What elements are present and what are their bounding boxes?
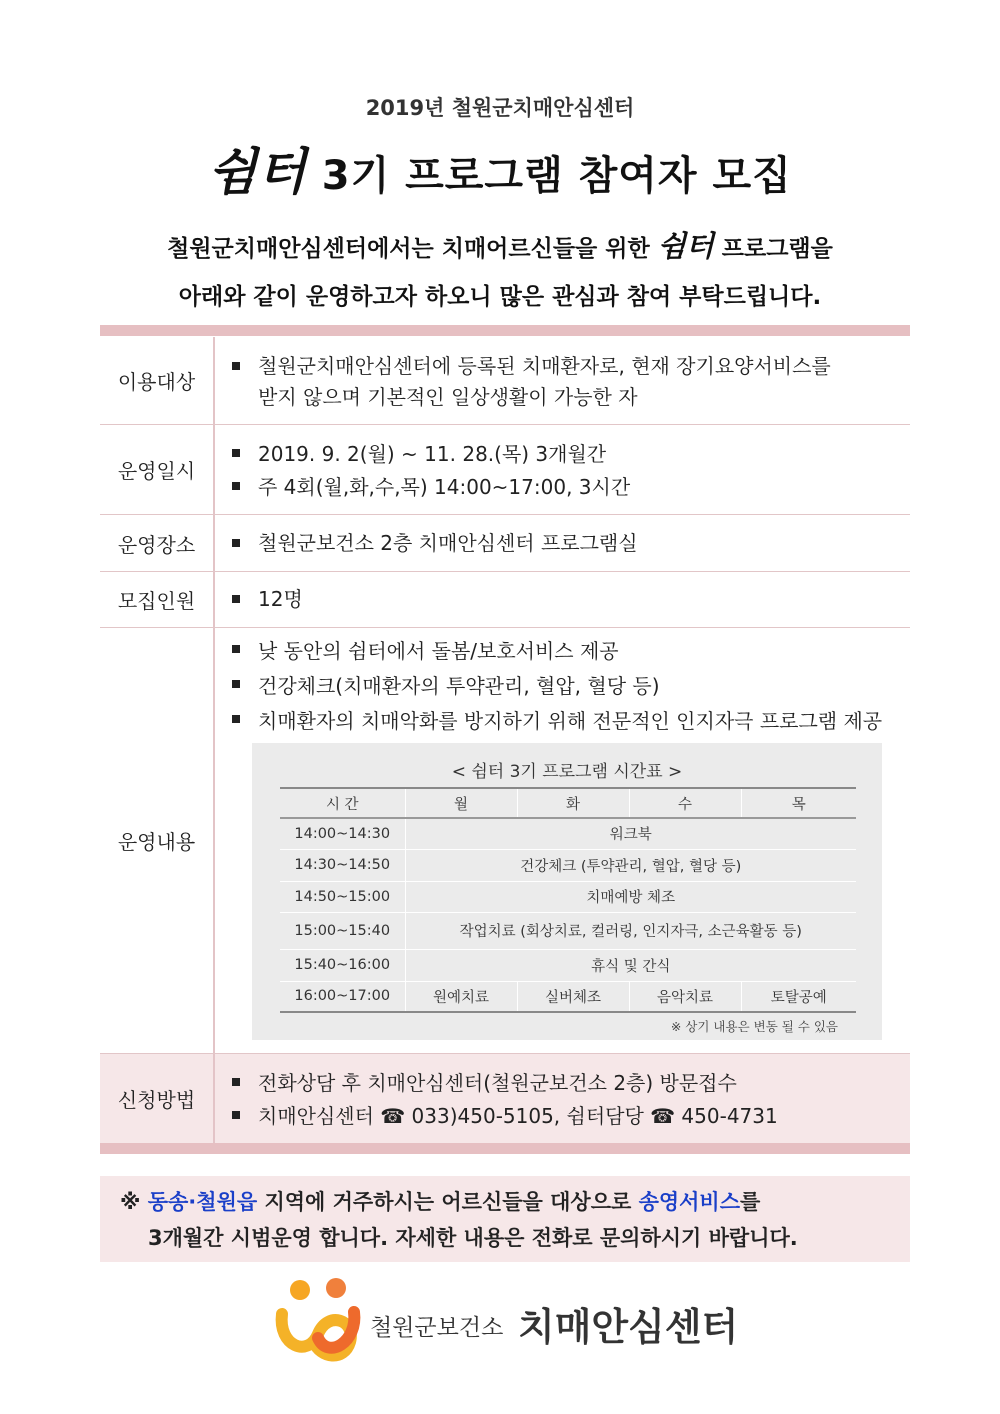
list-item: 12명 [230,584,902,615]
notice-line-2: 3개월간 시범운영 합니다. 자세한 내용은 전화로 문의하시기 바랍니다. [148,1226,798,1250]
timetable-time: 14:00~14:30 [280,818,405,849]
timetable-time: 15:00~15:40 [280,912,405,949]
notice-box [100,1176,910,1262]
footer [270,1276,750,1366]
timetable-wed: 음악치료 [629,981,741,1012]
notice-mid: 지역에 거주하시는 어르신들을 대상으로 [257,1190,639,1214]
intro-line-1-pre: 철원군치매안심센터에서는 치매어르신들을 위한 [167,236,658,262]
title-highlight: 쉼터 [208,142,307,201]
timetable-time: 15:40~16:00 [280,949,405,981]
target-text-2: 받지 않으며 기본적인 일상생활이 가능한 자 [258,385,638,409]
timetable-activity: 치매예방 체조 [405,881,856,912]
title-text: 3기 프로그램 참여자 모집 [306,153,792,199]
row-label-target: 이용대상 [100,337,215,424]
timetable-activity: 건강체크 (투약관리, 혈압, 혈당 등) [405,849,856,881]
timetable-note: ※ 상기 내용은 변동 될 수 있음 [670,1019,838,1034]
timetable-time: 14:30~14:50 [280,849,405,881]
page-title [0,132,1000,204]
notice-mark: ※ [120,1190,148,1214]
notice-end: 를 [740,1190,761,1214]
footer-org-big: 치매안심센터 [518,1305,739,1349]
row-content-content [230,634,902,739]
row-schedule [100,425,910,515]
intro-text [0,222,1000,321]
timetable-mon: 원예치료 [405,981,517,1012]
list-item: 철원군보건소 2층 치매안심센터 프로그램실 [230,528,902,559]
list-item: 2019. 9. 2(월) ~ 11. 28.(목) 3개월간 [230,438,902,471]
row-apply [100,1054,910,1143]
row-content-recruit [230,584,902,615]
intro-line-1 [0,222,1000,273]
timetable-header-time: 시 간 [280,788,405,818]
row-label-recruit: 모집인원 [100,572,215,627]
top-divider-band [100,325,910,336]
timetable-header-wed: 수 [629,788,741,818]
list-item: 낮 동안의 쉼터에서 돌봄/보호서비스 제공 [230,634,902,669]
table-row [280,881,856,912]
row-content-apply [230,1067,902,1133]
table-row [280,818,856,849]
row-label-content: 운영내용 [100,628,215,1053]
row-place [100,515,910,572]
list-item: 건강체크(치매환자의 투약관리, 혈압, 혈당 등) [230,669,902,704]
list-item: 전화상담 후 치매안심센터(철원군보건소 2층) 방문접수 [230,1067,902,1100]
timetable-activity: 작업치료 (회상치료, 컬러링, 인지자극, 소근육활동 등) [405,912,856,949]
row-label-apply: 신청방법 [100,1054,215,1143]
timetable-tue: 실버체조 [517,981,629,1012]
notice-service: 송영서비스 [638,1190,741,1214]
row-recruit [100,572,910,628]
bottom-divider-band [100,1143,910,1154]
table-row [280,912,856,949]
list-item: 주 4회(월,화,수,목) 14:00~17:00, 3시간 [230,471,902,504]
notice-line-1 [120,1186,760,1216]
intro-line-2: 아래와 같이 운영하고자 하오니 많은 관심과 참여 부탁드립니다. [178,284,822,310]
table-row [280,949,856,981]
timetable-header-thu: 목 [741,788,856,818]
target-text-1: 철원군치매안심센터에 등록된 치매환자로, 현재 장기요양서비스를 [258,354,831,378]
timetable-box [252,743,882,1040]
timetable-activity: 휴식 및 간식 [405,949,856,981]
timetable-header-tue: 화 [517,788,629,818]
list-item: 치매안심센터 ☎ 033)450-5105, 쉼터담당 ☎ 450-4731 [230,1100,902,1133]
table-row [280,981,856,1012]
row-content-schedule [230,438,902,504]
row-label-place: 운영장소 [100,515,215,571]
intro-line-1-post: 프로그램을 [713,236,833,262]
row-label-schedule: 운영일시 [100,425,215,514]
list-item [230,351,902,413]
row-content-place [230,528,902,559]
table-row [280,849,856,881]
center-logo-icon [270,1276,362,1366]
timetable-time: 14:50~15:00 [280,881,405,912]
timetable-time: 16:00~17:00 [280,981,405,1012]
list-item: 치매환자의 치매악화를 방지하기 위해 전문적인 인지자극 프로그램 제공 [230,704,902,739]
timetable-thu: 토탈공예 [741,981,856,1012]
footer-org-small: 철원군보건소 [370,1315,504,1341]
row-content-target [230,351,902,413]
timetable-title: < 쉼터 3기 프로그램 시간표 > [451,762,683,782]
intro-highlight: 쉼터 [657,229,714,263]
timetable-header-mon: 월 [405,788,517,818]
subtitle: 2019년 철원군치매안심센터 [365,96,635,120]
notice-area: 동송·철원읍 [147,1190,258,1214]
timetable-header-row [280,788,856,818]
row-target [100,337,910,425]
timetable-activity: 워크북 [405,818,856,849]
timetable [280,787,856,1013]
